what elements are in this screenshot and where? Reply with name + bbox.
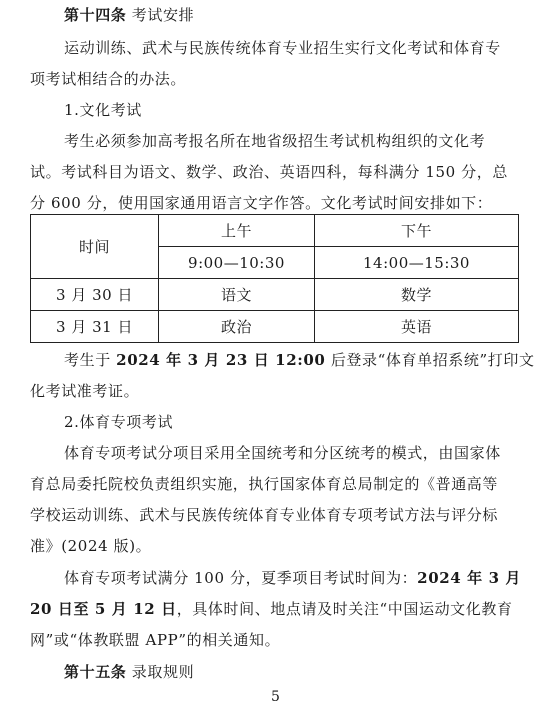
morning-subject-cell: 语文 — [159, 279, 315, 311]
score-date: 2024 年 3 月 — [417, 569, 522, 587]
notice-date: 2024 年 3 月 23 日 12:00 — [116, 351, 326, 369]
article-15-number: 第十五条 — [64, 663, 127, 681]
morning-header-cell: 上午 — [159, 215, 315, 247]
score-text: 体育专项考试满分 100 分，夏季项目考试时间为： — [64, 569, 418, 587]
morning-subject-cell: 政治 — [159, 311, 315, 343]
intro-line-1: 运动训练、武术与民族传统体育专业招生实行文化考试和体育专 — [64, 39, 501, 57]
section-2-heading: 2.体育专项考试 — [64, 413, 174, 431]
afternoon-subject-cell: 英语 — [315, 311, 519, 343]
article-15-heading — [64, 662, 194, 682]
section-2-line-4: 准》(2024 版)。 — [30, 537, 152, 555]
registration-notice-line-2: 化考试准考证。 — [30, 382, 140, 400]
date-cell: 3 月 30 日 — [31, 279, 159, 311]
page-number: 5 — [271, 689, 280, 705]
section-2-line-2: 育总局委托院校负责组织实施，执行国家体育总局制定的《普通高等 — [30, 475, 499, 493]
score-line-2 — [30, 599, 513, 619]
notice-text: 后登录“体育单招系统”打印文 — [325, 351, 535, 369]
section-1-line-2: 试。考试科目为语文、数学、政治、英语四科，每科满分 150 分，总 — [30, 163, 508, 181]
afternoon-header-cell: 下午 — [315, 215, 519, 247]
exam-schedule-table — [30, 214, 519, 343]
section-2-line-1: 体育专项考试分项目采用全国统考和分区统考的模式，由国家体 — [64, 444, 501, 462]
article-14-number: 第十四条 — [64, 6, 127, 24]
article-14-title: 考试安排 — [131, 6, 195, 24]
table-header-row — [31, 215, 519, 247]
score-line-3: 网”或“体教联盟 APP”的相关通知。 — [30, 631, 281, 649]
date-cell: 3 月 31 日 — [31, 311, 159, 343]
score-date: 20 日至 5 月 12 日 — [30, 600, 177, 618]
afternoon-time-cell: 14:00—15:30 — [315, 247, 519, 279]
section-1-heading: 1.文化考试 — [64, 101, 142, 119]
section-1-line-1: 考生必须参加高考报名所在地省级招生考试机构组织的文化考 — [64, 132, 486, 150]
section-2-line-3: 学校运动训练、武术与民族传统体育专业体育专项考试方法与评分标 — [30, 506, 499, 524]
table-row — [31, 311, 519, 343]
section-1-line-3: 分 600 分，使用国家通用语言文字作答。文化考试时间安排如下： — [30, 194, 493, 212]
score-text: ，具体时间、地点请及时关注“中国运动文化教育 — [176, 600, 513, 618]
registration-notice-line-1 — [64, 350, 535, 370]
time-header-cell: 时间 — [31, 215, 159, 279]
table-row — [31, 279, 519, 311]
article-14-heading — [64, 5, 194, 25]
score-line-1 — [64, 568, 521, 588]
morning-time-cell: 9:00—10:30 — [159, 247, 315, 279]
notice-text: 考生于 — [64, 351, 117, 369]
intro-line-2: 项考试相结合的办法。 — [30, 70, 187, 88]
afternoon-subject-cell: 数学 — [315, 279, 519, 311]
article-15-title: 录取规则 — [131, 663, 195, 681]
